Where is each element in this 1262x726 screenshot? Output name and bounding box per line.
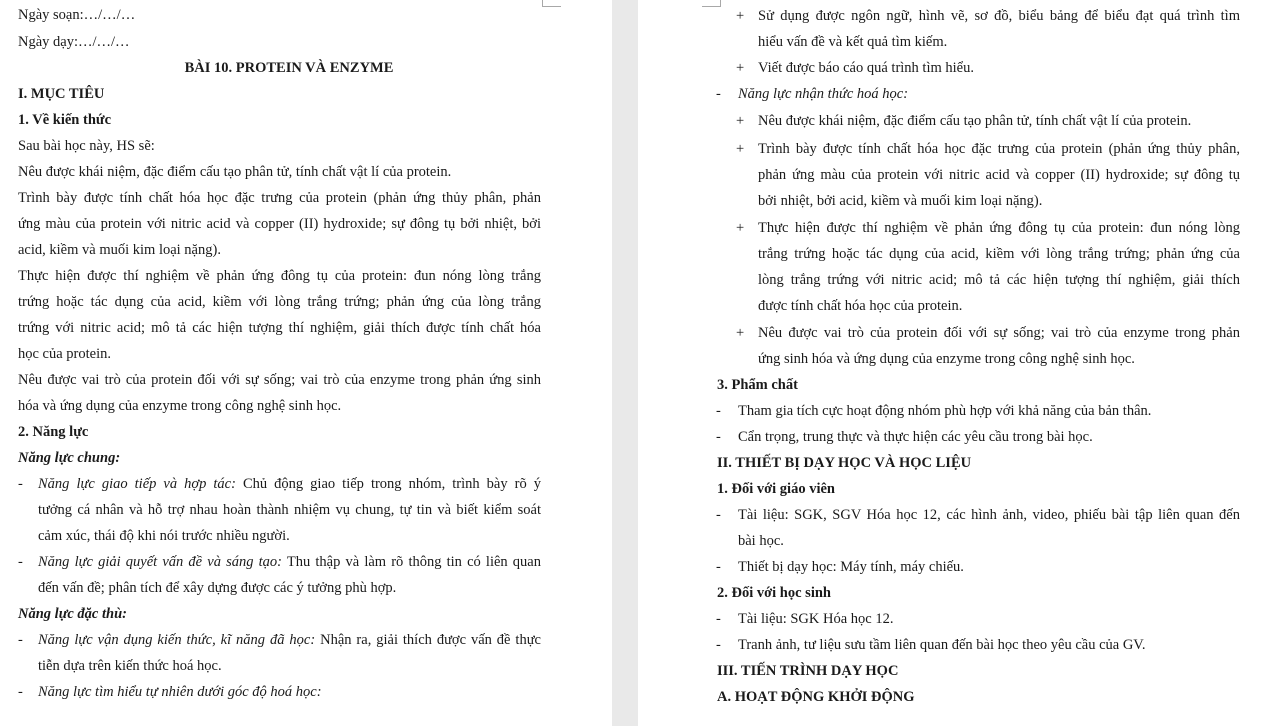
ngay-day: Ngày dạy:…/…/…: [18, 34, 130, 50]
sub-hoc-sinh: 2. Đối với học sinh: [717, 585, 831, 601]
bullet-dash: -: [18, 684, 23, 700]
bullet-plus: +: [736, 325, 745, 341]
nhan-thuc-2-line: bởi nhiệt, bởi acid, kiềm và muối kim loại nặng).: [758, 193, 1043, 209]
section-thiet-bi: II. THIẾT BỊ DẠY HỌC VÀ HỌC LIỆU: [717, 455, 972, 471]
kien-thuc-1: Nêu được khái niệm, đặc điểm cấu tạo phân tử, tính chất vật lí của protein.: [18, 164, 452, 180]
nhan-thuc-3-line: lòng trắng trứng với nitric acid; mô tả các hiện tượng thí nghiệm, giải thích: [758, 272, 1240, 288]
section-khoi-dong: A. HOẠT ĐỘNG KHỞI ĐỘNG: [717, 689, 915, 705]
bullet-plus: +: [736, 113, 745, 129]
nang-luc-label: Năng lực giao tiếp và hợp tác:: [38, 476, 236, 492]
sub-nang-luc: 2. Năng lực: [18, 424, 89, 440]
nang-luc-van-dung: [38, 631, 541, 649]
nhan-thuc-2-line: Trình bày được tính chất hóa học đặc trưng của protein (phản ứng thủy phân,: [758, 141, 1240, 157]
tim-hieu-line: Sử dụng được ngôn ngữ, hình vẽ, sơ đồ, biểu bảng để biểu đạt quá trình tìm: [758, 8, 1240, 24]
nhan-thuc-3-line: Thực hiện được thí nghiệm về phản ứng đông tụ của protein: đun nóng lòng: [758, 220, 1240, 236]
bullet-dash: -: [716, 507, 721, 523]
tim-hieu-line: hiểu vấn đề và kết quả tìm kiếm.: [758, 34, 948, 50]
ngay-soan: Ngày soạn:…/…/…: [18, 7, 136, 23]
nang-luc-dac-thu-heading: Năng lực đặc thù:: [18, 606, 127, 622]
sub-pham-chat: 3. Phẩm chất: [717, 377, 798, 393]
bao-cao-line: Viết được báo cáo quá trình tìm hiểu.: [758, 60, 974, 76]
nang-luc-chung-heading: Năng lực chung:: [18, 450, 121, 466]
bullet-dash: -: [18, 632, 23, 648]
bullet-dash: -: [18, 554, 23, 570]
page-right: [638, 0, 1262, 726]
intro-text: Sau bài học này, HS sẽ:: [18, 138, 155, 154]
nhan-thuc-2-line: phản ứng màu của protein với nitric acid và copper (II) hydroxide; sự đông tụ: [758, 167, 1240, 183]
sub-kien-thuc: 1. Về kiến thức: [18, 112, 112, 128]
lesson-title: BÀI 10. PROTEIN VÀ ENZYME: [184, 60, 394, 76]
pham-chat-2: Cẩn trọng, trung thực và thực hiện các yêu cầu trong bài học.: [738, 429, 1093, 445]
kien-thuc-4-line: hóa và ứng dụng của enzyme trong công nghệ sinh học.: [18, 398, 342, 414]
kien-thuc-3-line: học của protein.: [18, 346, 112, 362]
nhan-thuc-3-line: trắng trứng hoặc tác dụng của acid, kiềm với lòng trắng trứng; phản ứng của: [758, 246, 1240, 262]
giao-vien-2: Thiết bị dạy học: Máy tính, máy chiếu.: [738, 559, 964, 575]
bullet-dash: -: [18, 476, 23, 492]
kien-thuc-3-line: trứng hoặc tác dụng của acid, kiềm với lòng trắng trứng; phản ứng của lòng trắng: [18, 294, 541, 310]
nang-luc-desc: Nhận ra, giải thích được vấn đề thực: [315, 632, 541, 648]
bullet-dash: -: [716, 403, 721, 419]
bullet-dash: -: [716, 86, 721, 102]
hoc-sinh-2: Tranh ảnh, tư liệu sưu tầm liên quan đến bài học theo yêu cầu của GV.: [738, 637, 1146, 653]
bullet-plus: +: [736, 220, 745, 236]
section-muc-tieu: I. MỤC TIÊU: [18, 86, 105, 102]
sub-giao-vien: 1. Đối với giáo viên: [717, 481, 835, 497]
margin-crop-mark: [542, 0, 561, 7]
nang-luc-label: Năng lực vận dụng kiến thức, kĩ năng đã học:: [38, 632, 316, 648]
kien-thuc-2-line: ứng màu của protein với nitric acid và copper (II) hydroxide; sự đông tụ bởi nhiệt, bởi: [18, 216, 541, 232]
nang-luc-tim-hieu: Năng lực tìm hiểu tự nhiên dưới góc độ hoá học:: [38, 684, 322, 700]
kien-thuc-2-line: Trình bày được tính chất hóa học đặc trưng của protein (phản ứng thủy phân, phản: [18, 190, 541, 206]
nang-luc-giao-tiep: [38, 475, 541, 493]
kien-thuc-3-line: Thực hiện được thí nghiệm về phản ứng đông tụ của protein: đun nóng lòng trắng: [18, 268, 541, 284]
bullet-dash: -: [716, 611, 721, 627]
hoc-sinh-1: Tài liệu: SGK Hóa học 12.: [738, 611, 894, 627]
nang-luc-giai-quyet-line: đến vấn đề; phân tích để xây dựng được các ý tưởng phù hợp.: [38, 580, 397, 596]
nhan-thuc-4-line: ứng sinh hóa và ứng dụng của enzyme trong công nghệ sinh học.: [758, 351, 1135, 367]
giao-vien-1-line: bài học.: [738, 533, 784, 549]
nang-luc-desc: Chủ động giao tiếp trong nhóm, trình bày rõ ý: [235, 476, 541, 492]
nhan-thuc-4-line: Nêu được vai trò của protein đối với sự sống; vai trò của enzyme trong phản: [758, 325, 1240, 341]
pham-chat-1: Tham gia tích cực hoạt động nhóm phù hợp với khả năng của bản thân.: [738, 403, 1152, 419]
bullet-dash: -: [716, 559, 721, 575]
nhan-thuc-1: Nêu được khái niệm, đặc điểm cấu tạo phân tử, tính chất vật lí của protein.: [758, 113, 1192, 129]
nang-luc-desc: Thu thập và làm rõ thông tin có liên quan: [282, 554, 541, 570]
margin-crop-mark: [702, 0, 721, 7]
nang-luc-giao-tiep-line: cảm xúc, thái độ khi nói trước nhiều người.: [38, 528, 290, 544]
nang-luc-nhan-thuc-heading: Năng lực nhận thức hoá học:: [738, 86, 909, 102]
bullet-plus: +: [736, 141, 745, 157]
page-left: [0, 0, 612, 726]
nang-luc-giai-quyet: [38, 553, 541, 571]
section-tien-trinh: III. TIẾN TRÌNH DẠY HỌC: [717, 663, 899, 679]
bullet-plus: +: [736, 60, 745, 76]
bullet-dash: -: [716, 637, 721, 653]
kien-thuc-2-line: acid, kiềm và muối kim loại nặng).: [18, 242, 221, 258]
kien-thuc-4-line: Nêu được vai trò của protein đối với sự sống; vai trò của enzyme trong phản ứng sinh: [18, 372, 541, 388]
giao-vien-1-line: Tài liệu: SGK, SGV Hóa học 12, các hình ảnh, video, phiếu bài tập liên quan đến: [738, 507, 1240, 523]
nang-luc-van-dung-line: tiễn dựa trên kiến thức hoá học.: [38, 658, 222, 674]
bullet-plus: +: [736, 8, 745, 24]
kien-thuc-3-line: trứng với nitric acid; mô tả các hiện tượng thí nghiệm, giải thích được tính chất hóa: [18, 320, 541, 336]
nang-luc-giao-tiep-line: tưởng cá nhân và hỗ trợ nhau hoàn thành nhiệm vụ chung, tự tin và biết kiểm soát: [38, 502, 541, 518]
nhan-thuc-3-line: được tính chất hóa học của protein.: [758, 298, 963, 314]
bullet-dash: -: [716, 429, 721, 445]
nang-luc-label: Năng lực giải quyết vấn đề và sáng tạo:: [38, 554, 282, 570]
